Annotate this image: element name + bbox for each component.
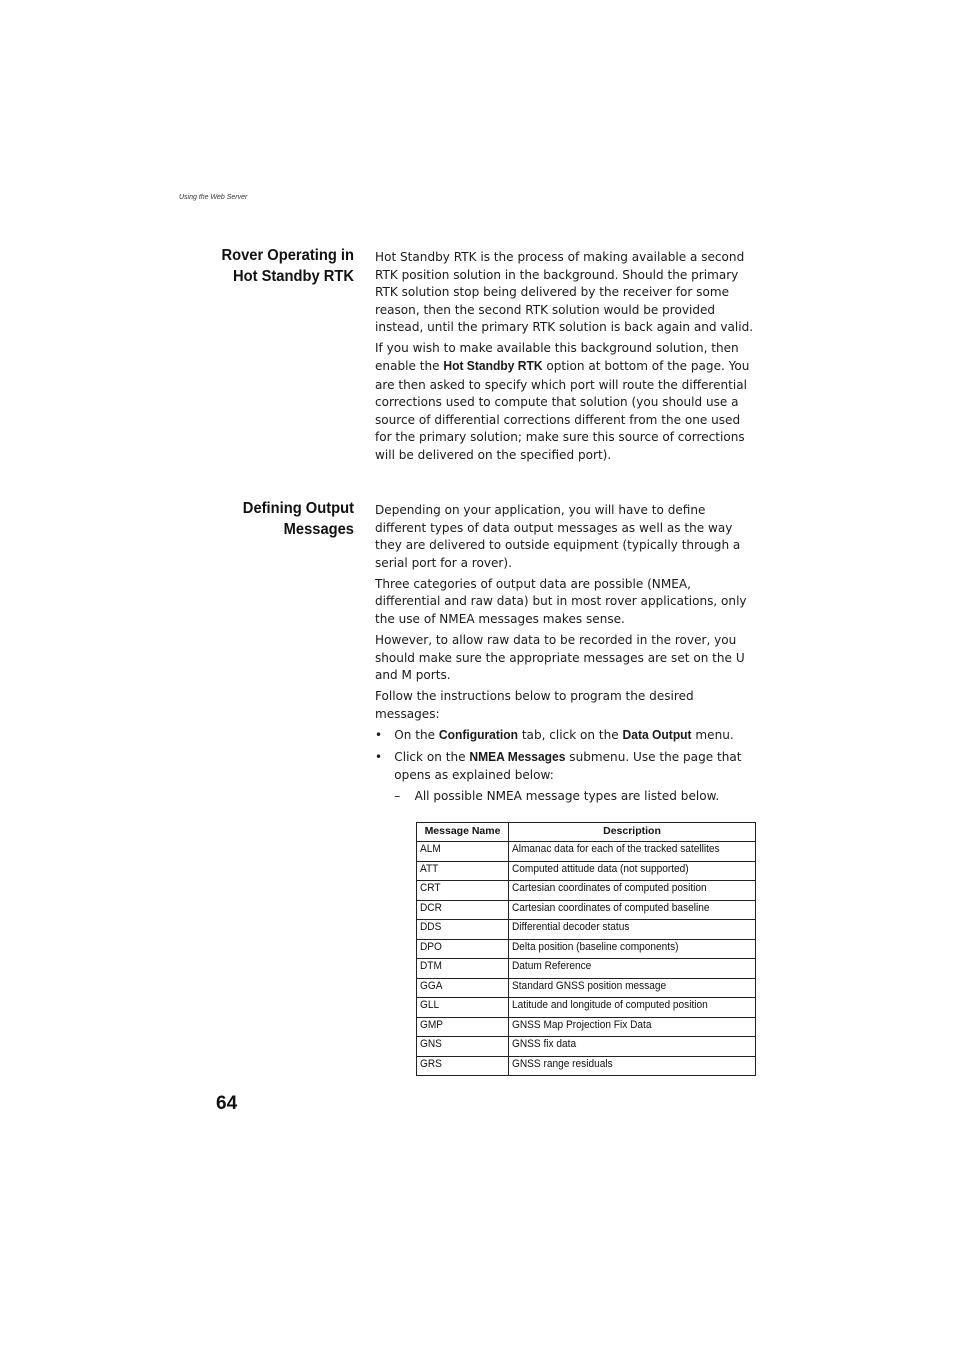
message-description: GNSS range residuals (512, 1057, 613, 1070)
message-description: Datum Reference (512, 960, 592, 972)
sub-list-text: All possible NMEA message types are listed below. (414, 788, 720, 804)
instruction-list (375, 726, 755, 784)
message-name-cell (417, 881, 509, 901)
description-cell (509, 1037, 756, 1057)
running-header: Using the Web Server (179, 194, 248, 201)
message-name: GLL (420, 999, 440, 1011)
description-cell (509, 1017, 756, 1037)
paragraph: Depending on your application, you will have to define different types of data output messages as well as the way they are delivered to outside equipment (typically through a serial port for a rover). (375, 502, 741, 570)
message-name: GGA (420, 979, 443, 992)
message-description: Standard GNSS position message (512, 979, 667, 992)
paragraph: Hot Standby RTK is the process of making available a second RTK position solution in the background. Should the primary RTK solution stop being delivered by the receiver for some reason, then the second RTK solution would be provided instead, until the primary RTK solution is back again and valid. (375, 249, 754, 335)
message-description: Delta position (baseline components) (512, 940, 679, 953)
table-row (417, 900, 756, 920)
message-name-cell (417, 959, 509, 979)
list-text: tab, click on the (517, 726, 623, 742)
section-title-line: Messages (283, 521, 354, 538)
message-name-cell (417, 998, 509, 1018)
message-name: DTM (420, 960, 442, 972)
table-row (417, 998, 756, 1018)
column-header: Message Name (417, 823, 509, 842)
description-cell (509, 978, 756, 998)
list-item (375, 726, 774, 745)
message-description: Almanac data for each of the tracked satellites (512, 843, 720, 855)
message-name-cell (417, 1056, 509, 1076)
list-item (375, 748, 774, 784)
message-name-cell (417, 978, 509, 998)
message-name-cell (417, 842, 509, 862)
description-cell (509, 998, 756, 1018)
table-row (417, 881, 756, 901)
dash-marker: – (394, 788, 401, 804)
message-name: DCR (420, 901, 442, 914)
page-number: 64 (216, 1093, 238, 1114)
description-cell (509, 900, 756, 920)
list-text: submenu. Use the page that opens as explained below: (394, 748, 742, 783)
table-row (417, 1017, 756, 1037)
description-cell (509, 842, 756, 862)
table-row (417, 861, 756, 881)
table-row (417, 1056, 756, 1076)
message-description: Cartesian coordinates of computed position (512, 882, 707, 894)
section-title-line: Defining Output (242, 500, 354, 517)
ui-term: Configuration (438, 727, 518, 742)
section-title-hot-standby (133, 245, 354, 287)
message-name: DPO (420, 940, 442, 953)
table-row (417, 1037, 756, 1057)
message-name-cell (417, 1037, 509, 1057)
message-description: Computed attitude data (not supported) (512, 862, 689, 875)
message-name: GRS (420, 1057, 442, 1070)
section-title-output-messages (133, 498, 354, 540)
description-cell (509, 920, 756, 940)
paragraph (375, 339, 754, 463)
message-name-cell (417, 861, 509, 881)
table-row (417, 959, 756, 979)
list-text: Click on the (394, 748, 470, 764)
message-name: ATT (420, 862, 439, 875)
list-text: On the (394, 726, 439, 742)
message-name: CRT (420, 882, 441, 894)
description-cell (509, 959, 756, 979)
table-row (417, 939, 756, 959)
paragraph: However, to allow raw data to be recorded in the rover, you should make sure the appropriate messages are set on the U and M ports. (375, 631, 745, 683)
message-name: GMP (420, 1018, 444, 1031)
message-name-cell (417, 1017, 509, 1037)
message-description: GNSS fix data (512, 1038, 577, 1050)
message-description: Differential decoder status (512, 921, 630, 933)
paragraph-text: If you wish to make available this background solution, then enable the (375, 340, 739, 373)
section-title-line: Hot Standby RTK (232, 268, 354, 285)
description-cell (509, 1056, 756, 1076)
ui-term: NMEA Messages (469, 749, 566, 764)
message-description: GNSS Map Projection Fix Data (512, 1018, 652, 1031)
description-cell (509, 861, 756, 881)
description-cell (509, 939, 756, 959)
option-name: Hot Standby RTK (443, 358, 543, 373)
table-row (417, 978, 756, 998)
paragraph: Three categories of output data are possible (NMEA, differential and raw data) but in most rover applications, only the use of NMEA messages makes sense. (375, 575, 747, 626)
section-body-hot-standby (375, 248, 755, 467)
message-description: Cartesian coordinates of computed baseline (512, 901, 710, 914)
nmea-message-table (416, 822, 756, 1076)
bullet-marker: • (375, 748, 383, 764)
section-title-line: Rover Operating in (221, 247, 354, 264)
description-cell (509, 881, 756, 901)
table-row (417, 920, 756, 940)
section-body-output-messages (375, 501, 755, 805)
message-name: GNS (420, 1038, 442, 1050)
message-name-cell (417, 920, 509, 940)
paragraph-text: option at bottom of the page. You are then asked to specify which port will route the differential corrections used to compute that solution (you should use a source of differential corrections different from the one used for the primary solution; make sure this source of corrections will be delivered on the specified port). (375, 357, 750, 462)
sub-list-item (375, 787, 775, 805)
table-row (417, 842, 756, 862)
message-name-cell (417, 939, 509, 959)
table-header-row (417, 823, 756, 842)
message-name: ALM (420, 843, 441, 855)
column-header: Description (509, 823, 756, 842)
paragraph: Follow the instructions below to program the desired messages: (375, 688, 694, 721)
table-body (417, 842, 756, 1076)
ui-term: Data Output (622, 727, 692, 742)
list-text: menu. (691, 726, 734, 742)
message-name-cell (417, 900, 509, 920)
message-name: DDS (420, 921, 442, 933)
bullet-marker: • (375, 726, 383, 742)
message-description: Latitude and longitude of computed position (512, 999, 708, 1011)
